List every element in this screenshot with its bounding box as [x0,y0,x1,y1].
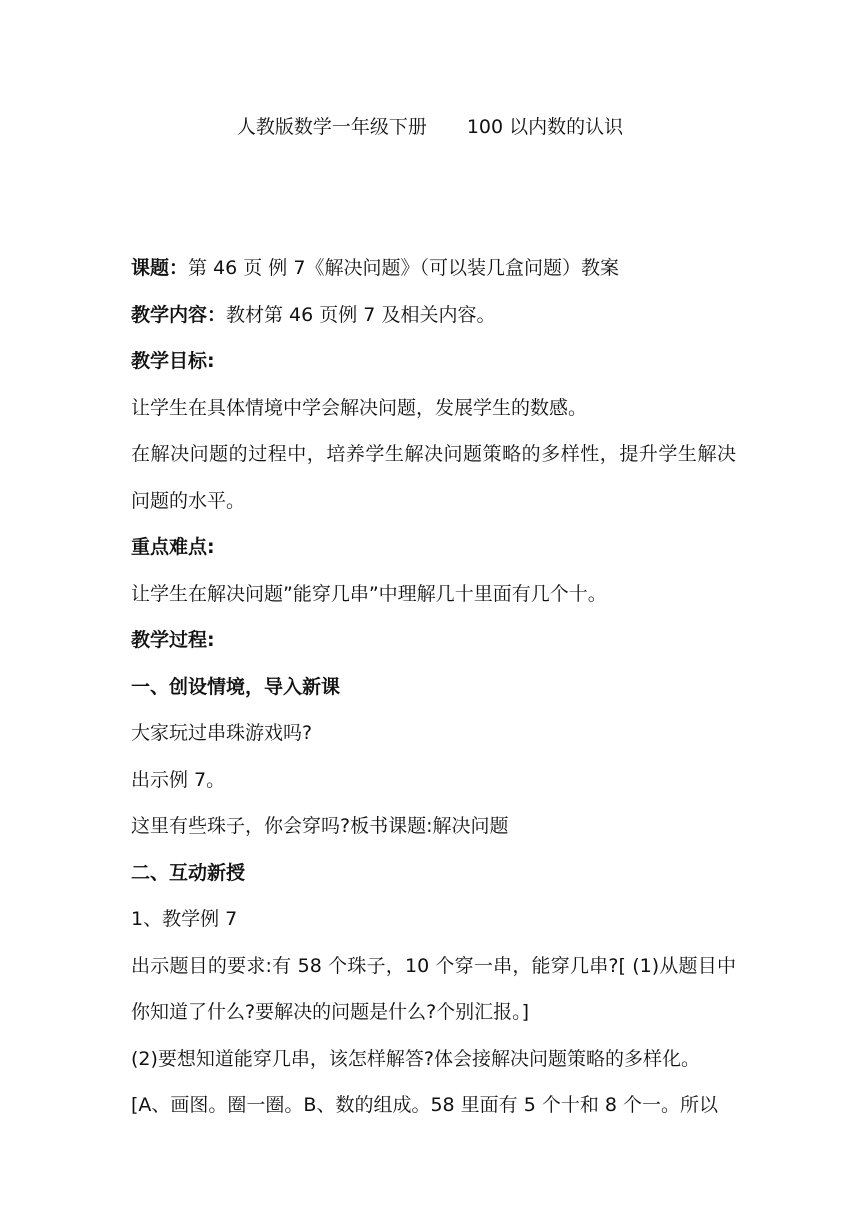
content-line [131,292,736,339]
title-unit: 100 以内数的认识 [466,116,624,138]
section-heading: 二、互动新授 [131,861,246,884]
paragraph: 出示例 7。 [131,768,226,791]
goal-item: 让学生在具体情境中学会解决问题，发展学生的数感。 [131,396,588,419]
lesson-line [131,245,736,292]
paragraph: 出示题目的要求:有 58 个珠子，10 个穿一串，能穿几串?[ (1)从题目中你知道了什么?要解决的问题是什么?个别汇报。] [131,954,736,1023]
paragraph: 大家玩过串珠游戏吗? [131,722,313,744]
paragraph: 这里有些珠子，你会穿吗?板书课题:解决问题 [131,815,509,837]
lesson-label: 课题： [131,257,189,279]
goals-heading: 教学目标: [131,350,215,372]
focus-text: 让学生在解决问题”能穿几串”中理解几十里面有几个十。 [131,582,607,605]
section-heading: 一、创设情境，导入新课 [131,675,341,698]
content-label: 教学内容： [131,303,227,326]
document-title [0,112,860,142]
content-value: 教材第 46 页例 7 及相关内容。 [226,303,496,326]
goal-item: 在解决问题的过程中，培养学生解决问题策略的多样性，提升学生解决问题的水平。 [131,443,736,512]
title-book: 人教版数学一年级下册 [236,116,427,138]
lesson-value: 第 46 页 例 7《解决问题》（可以装几盒问题）教案 [188,257,619,279]
paragraph: (2)要想知道能穿几串，该怎样解答?体会接解决问题策略的多样化。 [131,1047,700,1070]
paragraph: [A、画图。圈一圈。B、数的组成。58 里面有 5 个十和 8 个一。所以 [131,1094,718,1116]
focus-heading: 重点难点: [131,536,215,558]
document-body [131,245,736,1129]
process-heading: 教学过程: [131,629,215,651]
sub-heading: 1、教学例 7 [131,908,238,930]
